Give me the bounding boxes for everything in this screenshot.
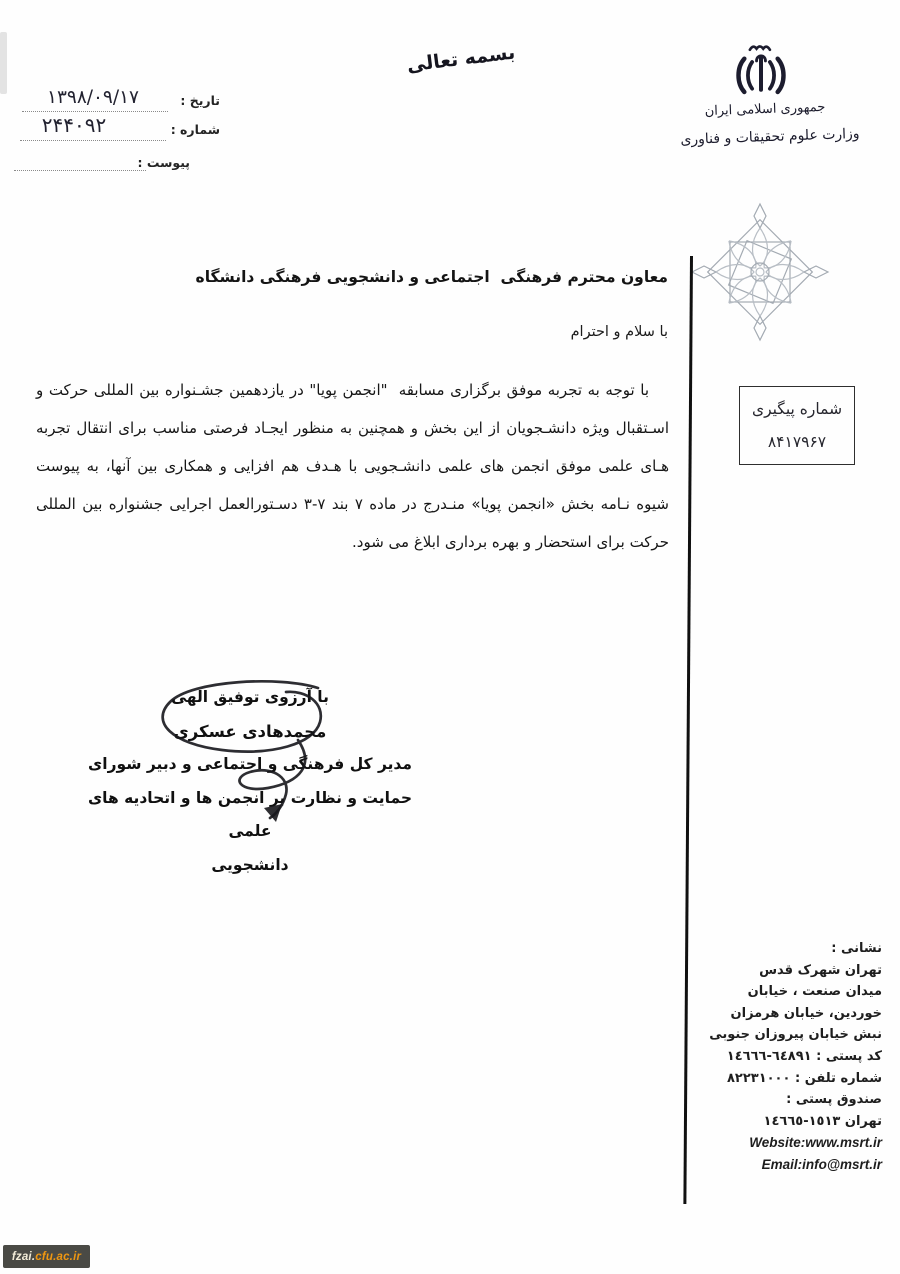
po-box-label: صندوق پستی : bbox=[786, 1092, 882, 1108]
address-line: نبش خیابان پیروزان جنوبی bbox=[709, 1027, 882, 1043]
bismillah-calligraphy: بسمه تعالی bbox=[405, 41, 517, 77]
signature-blessing: با آرزوی توفیق الهی bbox=[171, 688, 329, 706]
po-box-line: تهران ١٥١٣-١٤٦٦٥ bbox=[763, 1113, 882, 1129]
iran-national-emblem-icon bbox=[733, 42, 789, 102]
signatory-title-line3: دانشجویی bbox=[211, 855, 289, 874]
date-rule-line bbox=[22, 110, 168, 112]
addressee-line: معاون محترم فرهنگی اجتماعی و دانشجویی فرهنگی دانشگاه bbox=[195, 268, 668, 286]
number-label: شماره : bbox=[170, 122, 220, 137]
scan-edge-artifact bbox=[0, 32, 7, 94]
footer-address-block bbox=[698, 938, 894, 1176]
email-line: Email:info@msrt.ir bbox=[761, 1156, 882, 1172]
salutation-line: با سلام و احترام bbox=[570, 324, 668, 340]
handwritten-signature bbox=[140, 672, 380, 832]
phone-line: شماره تلفن : ٨٢٢٣١٠٠٠ bbox=[726, 1070, 882, 1086]
tracking-number-value: ۸۴۱۷۹۶۷ bbox=[767, 432, 827, 451]
watermark-text-secondary: cfu.ac.ir bbox=[35, 1250, 82, 1263]
address-line: میدان صنعت ، خیابان bbox=[747, 984, 882, 1000]
website-line: Website:www.msrt.ir bbox=[749, 1135, 882, 1151]
date-value: ۱۳۹۸/۰۹/۱۷ bbox=[47, 87, 139, 108]
site-watermark bbox=[3, 1245, 90, 1268]
attachment-rule-line bbox=[14, 169, 146, 171]
margin-divider-line bbox=[683, 256, 693, 1204]
address-line: تهران شهرک قدس bbox=[759, 962, 882, 978]
postal-code-line: کد پستی : ٦٤٨٩١-١٤٦٦٦ bbox=[726, 1048, 882, 1064]
signatory-title-line1: مدیر کل فرهنگی و اجتماعی و دبیر شورای bbox=[88, 755, 412, 773]
republic-title: جمهوری اسلامی ایران bbox=[704, 99, 826, 120]
address-label: نشانی : bbox=[831, 941, 882, 956]
date-label: تاریخ : bbox=[180, 93, 220, 108]
number-rule-line bbox=[20, 139, 166, 141]
tracking-number-box bbox=[739, 386, 855, 465]
letter-body-paragraph: با توجه به تجربه موفق برگزاری مسابقه "انجمن پویا" در یازدهمین جشـنواره بین المللی حرکت و اسـتقبال ویژه دانشـجویان از این بخش و همچنین به منظور ایجـاد فرصتی مناسب برای انتقال تجربه هـای علمی موفق انجمن های علمی دانشـجویی با هـدف هم افزایی و همکاری بین آنها، به پیوست شیوه نـامه بخش «انجمن پویا» منـدرج در ماده ٧ بند ٧-٣ دسـتورالعمل اجرایی جشنواره بین المللی حرکت برای استحضار و بهره برداری ابلاغ می شود. bbox=[31, 381, 669, 551]
signatory-title-line2: حمایت و نظارت بر انجمن ها و اتحادیه های علمی bbox=[87, 788, 413, 840]
letter-number-value: ۲۴۴۰۹۲ bbox=[41, 113, 107, 137]
attachment-label: پیوست : bbox=[137, 155, 190, 170]
tracking-number-label: شماره پیگیری bbox=[751, 399, 843, 418]
signatory-name: محمدهادی عسکری bbox=[173, 721, 327, 741]
address-line: خوردین، خیابان هرمزان bbox=[730, 1005, 882, 1021]
ministry-title: وزارت علوم تحقیقات و فناوری bbox=[680, 125, 860, 149]
watermark-text-primary: fzai. bbox=[11, 1250, 36, 1263]
islamic-star-ornament bbox=[690, 202, 830, 342]
